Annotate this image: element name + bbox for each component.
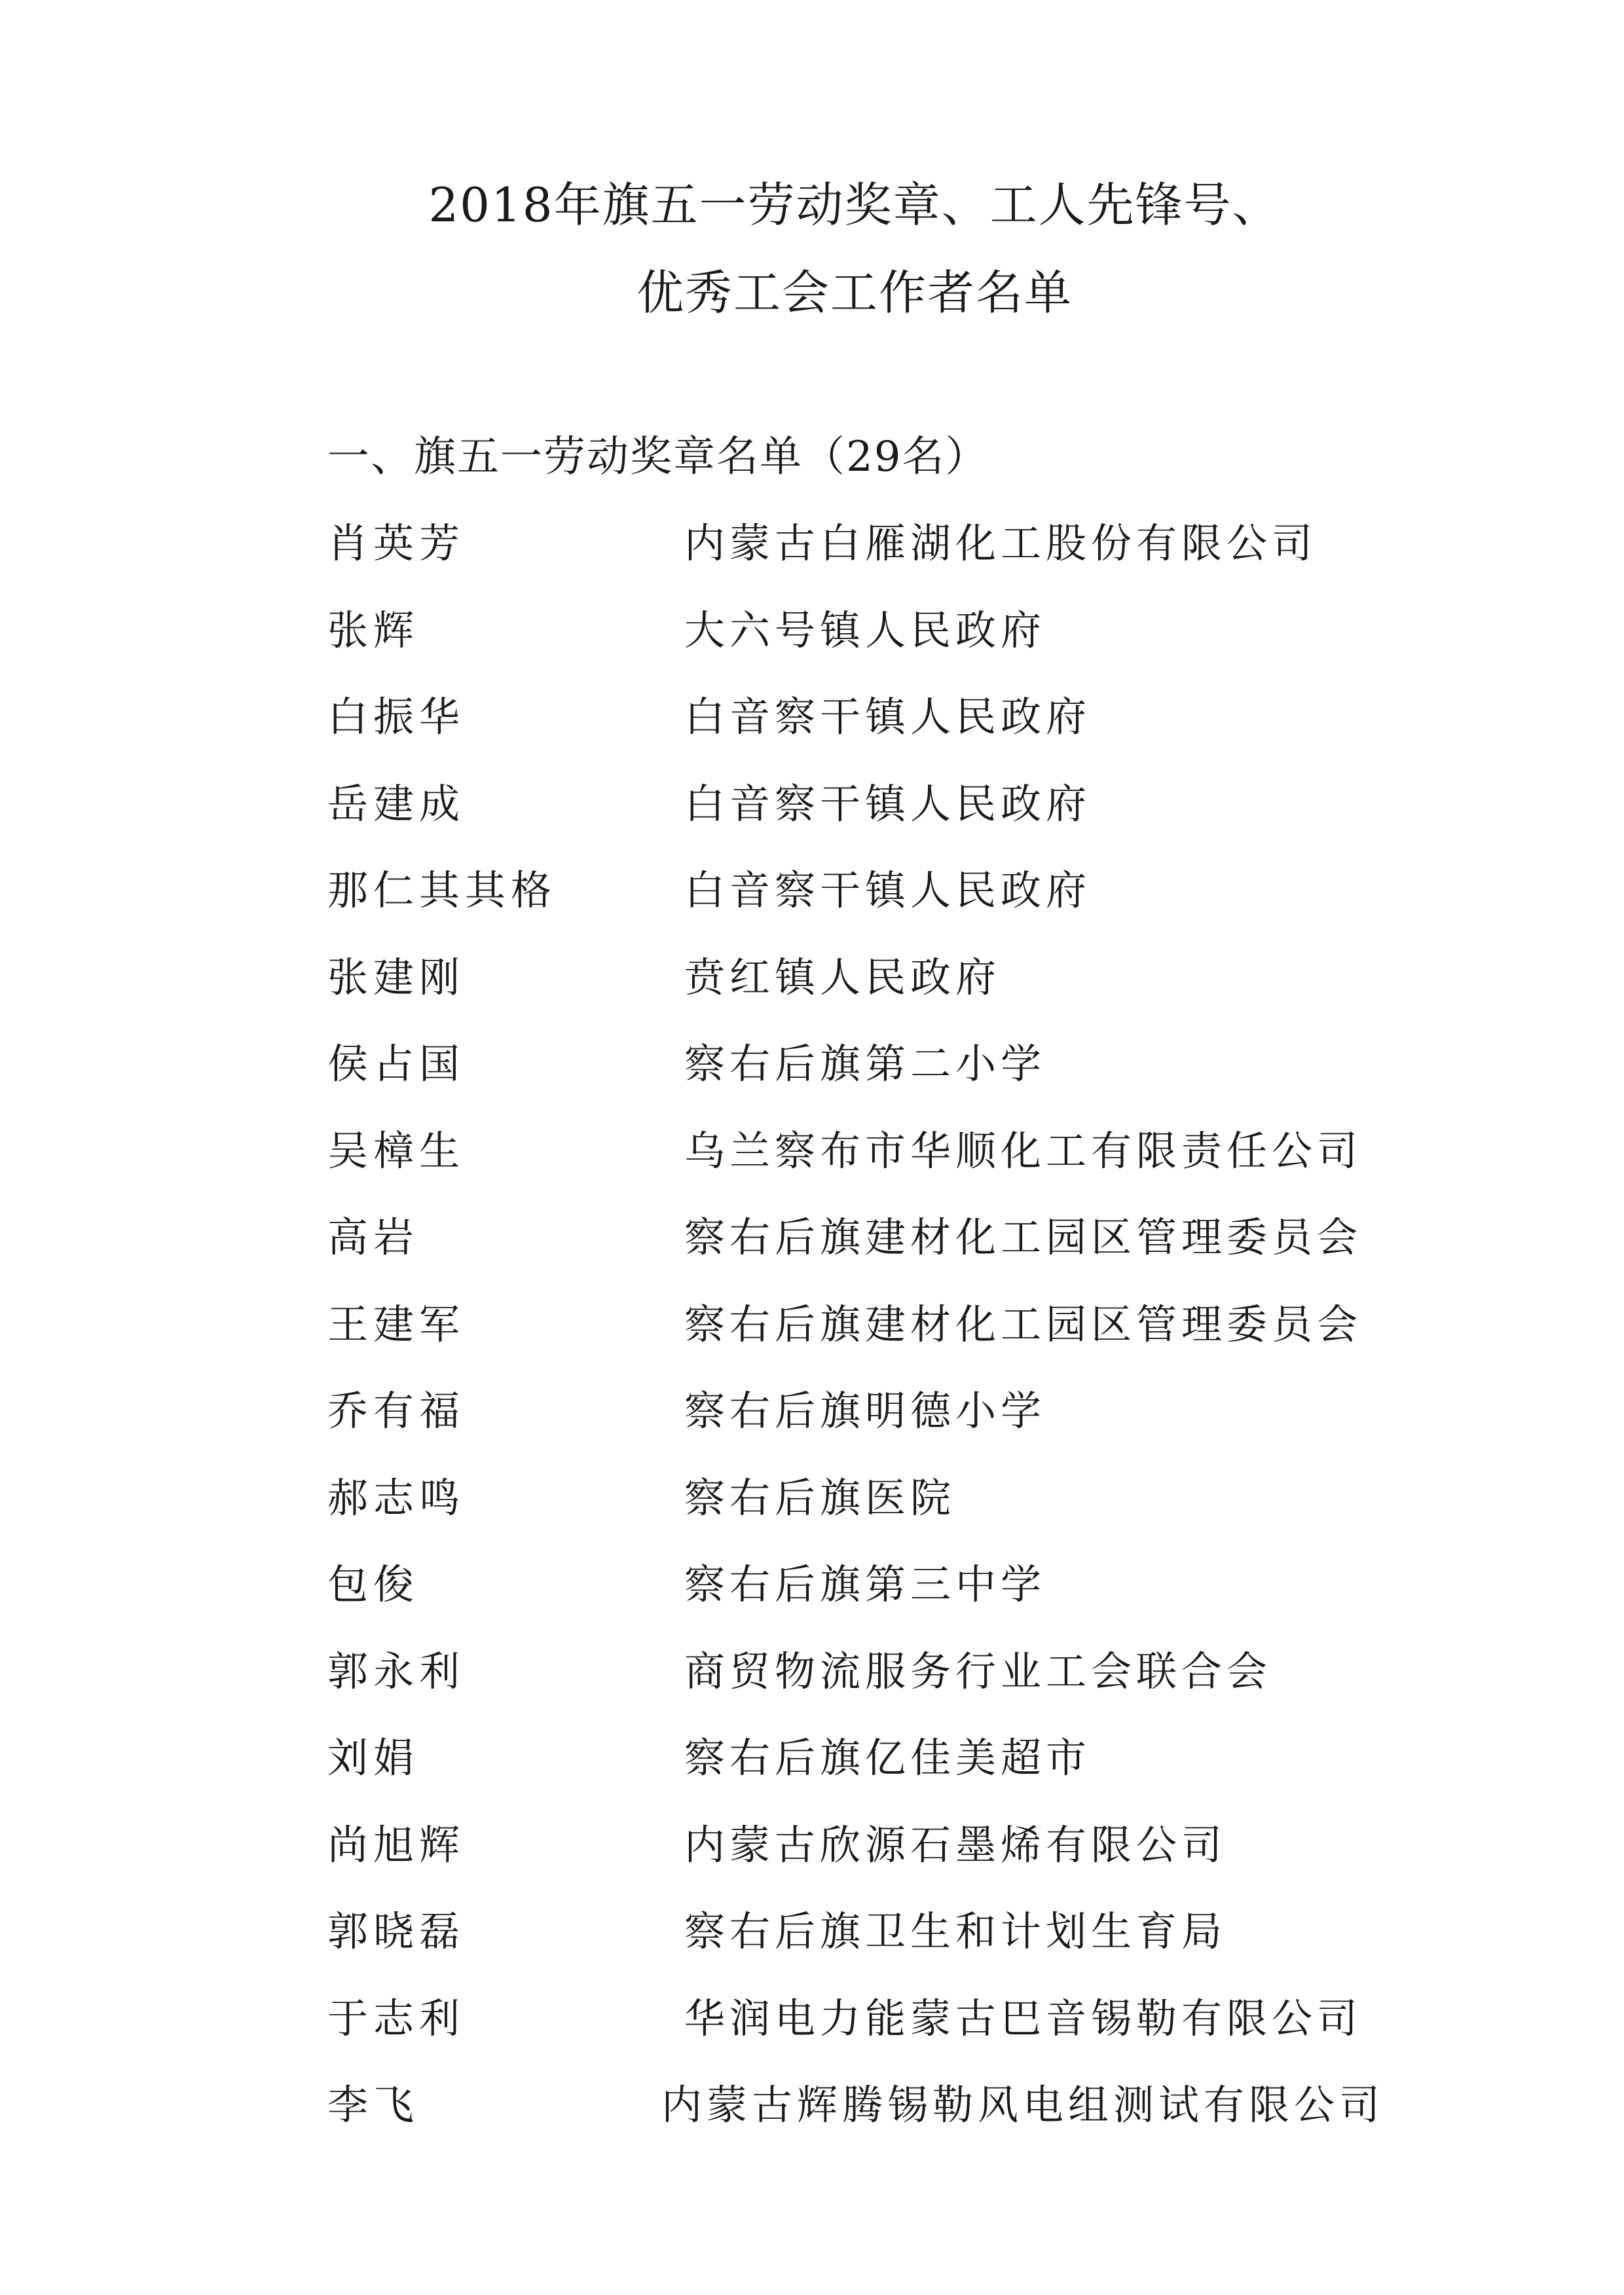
awardee-organization: 内蒙古欣源石墨烯有限公司 [684, 1820, 1227, 1869]
list-item [327, 604, 1401, 691]
awardee-name: 侯占国 [327, 1040, 466, 1088]
awardee-organization: 白音察干镇人民政府 [684, 779, 1092, 828]
awardee-name: 李飞 [327, 2081, 420, 2129]
awardee-name: 岳建成 [327, 779, 466, 828]
awardee-name: 刘娟 [327, 1734, 420, 1782]
list-item [327, 1298, 1401, 1386]
list-item [327, 1819, 1401, 1906]
awardee-organization: 察右后旗建材化工园区管理委员会 [684, 1213, 1363, 1261]
awardee-organization: 华润电力能蒙古巴音锡勒有限公司 [684, 1994, 1363, 2042]
awardee-name: 郝志鸣 [327, 1473, 466, 1522]
awardee-name: 尚旭辉 [327, 1820, 466, 1869]
list-item [327, 2079, 1401, 2166]
awardee-organization: 商贸物流服务行业工会联合会 [684, 1647, 1272, 1695]
list-item [327, 517, 1401, 604]
awardee-name: 张建刚 [327, 953, 466, 1001]
awardee-name: 肖英芳 [327, 519, 466, 567]
awardee-name: 乔有福 [327, 1387, 466, 1435]
list-item [327, 864, 1401, 951]
awardee-name: 郭永利 [327, 1647, 466, 1695]
list-item [327, 1385, 1401, 1472]
awardee-name: 郭晓磊 [327, 1907, 466, 1955]
awardee-organization: 乌兰察布市华顺化工有限责任公司 [684, 1126, 1363, 1175]
awardee-organization: 察右后旗第三中学 [684, 1560, 1046, 1608]
awardee-organization: 白音察干镇人民政府 [684, 693, 1092, 741]
awardee-organization: 察右后旗第二小学 [684, 1040, 1046, 1088]
list-item [327, 1038, 1401, 1125]
awardee-organization: 察右后旗卫生和计划生育局 [684, 1907, 1227, 1955]
document-title-line-2: 优秀工会工作者名单 [636, 265, 1073, 320]
list-item [327, 1905, 1401, 1992]
list-item [327, 1732, 1401, 1819]
awardee-organization: 内蒙古辉腾锡勒风电组测试有限公司 [661, 2081, 1385, 2129]
awardee-organization: 贲红镇人民政府 [684, 953, 1001, 1001]
awardee-organization: 察右后旗医院 [684, 1473, 956, 1522]
awardee-organization: 大六号镇人民政府 [684, 606, 1046, 654]
list-item [327, 1645, 1401, 1733]
list-item [327, 778, 1401, 865]
awardee-organization: 察右后旗明德小学 [684, 1387, 1046, 1435]
list-item [327, 1472, 1401, 1559]
awardee-organization: 内蒙古白雁湖化工股份有限公司 [684, 519, 1318, 567]
section-heading: 一、旗五一劳动奖章名单（29名） [327, 433, 989, 481]
awardee-list [327, 517, 1401, 2166]
awardee-name: 吴樟生 [327, 1126, 466, 1175]
list-item [327, 1211, 1401, 1298]
awardee-organization: 察右后旗亿佳美超市 [684, 1734, 1092, 1782]
awardee-name: 于志利 [327, 1994, 466, 2042]
awardee-name: 那仁其其格 [327, 866, 557, 914]
list-item [327, 951, 1401, 1038]
document-title-line-1: 2018年旗五一劳动奖章、工人先锋号、 [428, 177, 1281, 232]
awardee-name: 王建军 [327, 1300, 466, 1348]
awardee-name: 高岩 [327, 1213, 420, 1261]
awardee-organization: 察右后旗建材化工园区管理委员会 [684, 1300, 1363, 1348]
list-item [327, 691, 1401, 778]
list-item [327, 1558, 1401, 1645]
list-item [327, 1125, 1401, 1212]
awardee-organization: 白音察干镇人民政府 [684, 866, 1092, 914]
awardee-name: 包俊 [327, 1560, 420, 1608]
awardee-name: 张辉 [327, 606, 420, 654]
awardee-name: 白振华 [327, 693, 466, 741]
list-item [327, 1992, 1401, 2080]
